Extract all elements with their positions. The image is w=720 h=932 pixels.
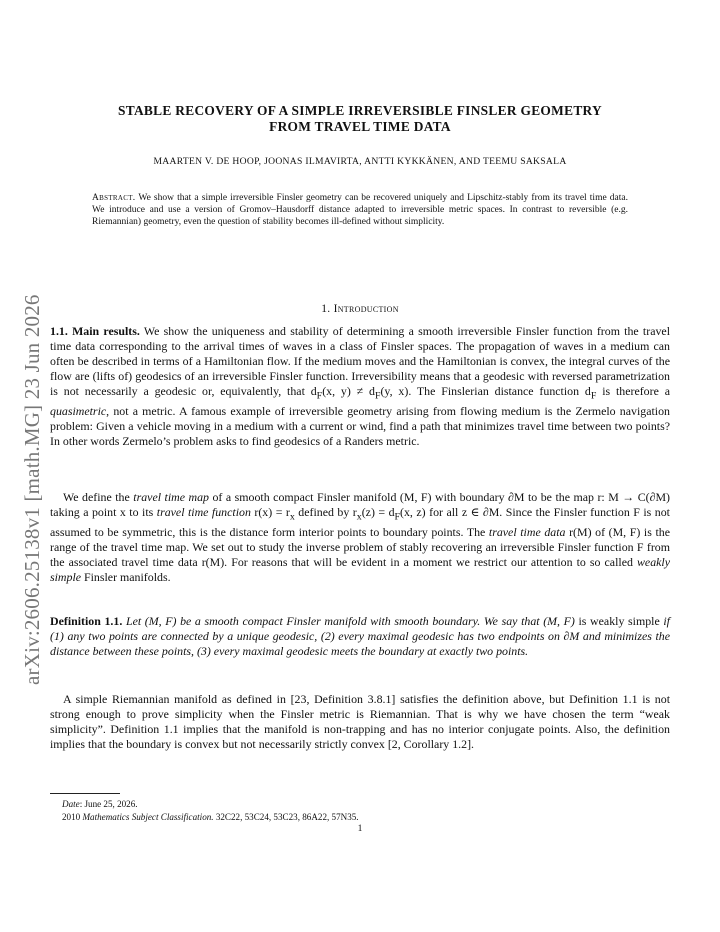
section-heading: 1. Introduction bbox=[321, 303, 399, 315]
paragraph-main-results: 1.1. Main results. We show the uniqueness and stability of determining a smooth irreversible Finsler function from the travel time data corresponding to the arrival times of waves in a class of Finsler spaces. The propagation of waves in a medium can often be described in terms of a Hamiltonian flow. If the medium moves and the Hamiltonian is convex, the integral curves of the flow are (lifts of) geodesics of an irreversible Finsler function. Irreversibility means that a geodesic with reversed parametrization is not necessarily a geodesic or, equivalently, that $d_F(x$, $y) \ne d_F(y$, x). The Finslerian distance function $d_F$ is therefore a quasimetric, not a metric. A famous example of irreversible geometry arising from flowing medium is the Zermelo navigation problem: Given a vehicle moving in a medium with a current or wind, find a path that minimizes travel time between two points? In other words Zermelo’s problem asks to find geodesics of a Randers metric. bbox=[50, 324, 671, 449]
page-number: 1 bbox=[357, 823, 363, 834]
footnote-msc: 2010 Mathematics Subject Classification. 32C22, 53C24, 53C23, 86A22, 57N35. bbox=[62, 811, 359, 822]
footnote-date: Date: June 25, 2026. bbox=[62, 799, 138, 809]
title-line-2: FROM TRAVEL TIME DATA bbox=[269, 119, 451, 134]
abstract bbox=[92, 192, 628, 229]
arxiv-sidebar bbox=[20, 215, 46, 685]
footnotes bbox=[62, 798, 359, 823]
paragraph-simplicity: A simple Riemannian manifold as defined in [23, Definition 3.8.1] satisfies the definition above, but Definition 1.1 is not strong enough to prove simplicity when the Finsler metric is Riemannian. That is why we have chosen the term “weak simplicity”. Definition 1.1 implies that the manifold is non-trapping and has no interior conjugate points. Also, the definition implies that the boundary is convex but not necessarily strictly convex [2, Corollary 1.2]. bbox=[50, 692, 670, 752]
definition-block: Definition 1.1. Let (M, F) be a smooth compact Finsler manifold with smooth boundary. We say that (M, F) is weakly simple if (1) any two points are connected by a unique geodesic, (2) every maximal geodesic has two endpoints on ∂M and minimizes the distance between these points, (3) every maximal geodesic meets the boundary at exactly two points. bbox=[50, 614, 670, 659]
author-list: MAARTEN V. DE HOOP, JOONAS ILMAVIRTA, ANTTI KYKKÄNEN, AND TEEMU SAKSALA bbox=[153, 156, 567, 167]
paper-title bbox=[60, 103, 660, 135]
abstract-heading: Abstract. bbox=[92, 193, 136, 203]
abstract-text: We show that a simple irreversible Finsler geometry can be recovered uniquely and Lipschitz-stably from its travel time data. We introduce and use a version of Gromov–Hausdorff distance adapted to irreversible metric spaces. In contrast to reversible (e.g. Riemannian) geometry, even the question of stability becomes ill-defined without simplicity. bbox=[92, 193, 628, 228]
definition-heading: Definition 1.1. bbox=[50, 614, 123, 628]
arxiv-identifier: arXiv:2606.25138v1 [math.MG] 23 Jun 2026 bbox=[20, 294, 44, 685]
title-line-1: STABLE RECOVERY OF A SIMPLE IRREVERSIBLE FINSLER GEOMETRY bbox=[117, 103, 603, 118]
subsection-heading: 1.1. Main results. bbox=[50, 324, 140, 338]
footnote-divider bbox=[50, 793, 120, 794]
paragraph-travel-time-map: We define the travel time map of a smooth compact Finsler manifold (M, F) with boundary ∂M to be the map r: M → C(∂M) taking a point x to its travel time function $r(x) = r_x$ defined by $r_x(z) = d_F(x$, z) for all z ∈ ∂M. Since the Finsler function F is not assumed to be symmetric, this is the distance form interior points to boundary points. The travel time data r(M) of (M, F) is the range of the travel time map. We set out to study the inverse problem of stably recovering an irreversible Finsler function F from the associated travel time data r(M). For reasons that will be evident in a moment we restrict our attention to so called weakly simple Finsler manifolds. bbox=[50, 490, 670, 584]
